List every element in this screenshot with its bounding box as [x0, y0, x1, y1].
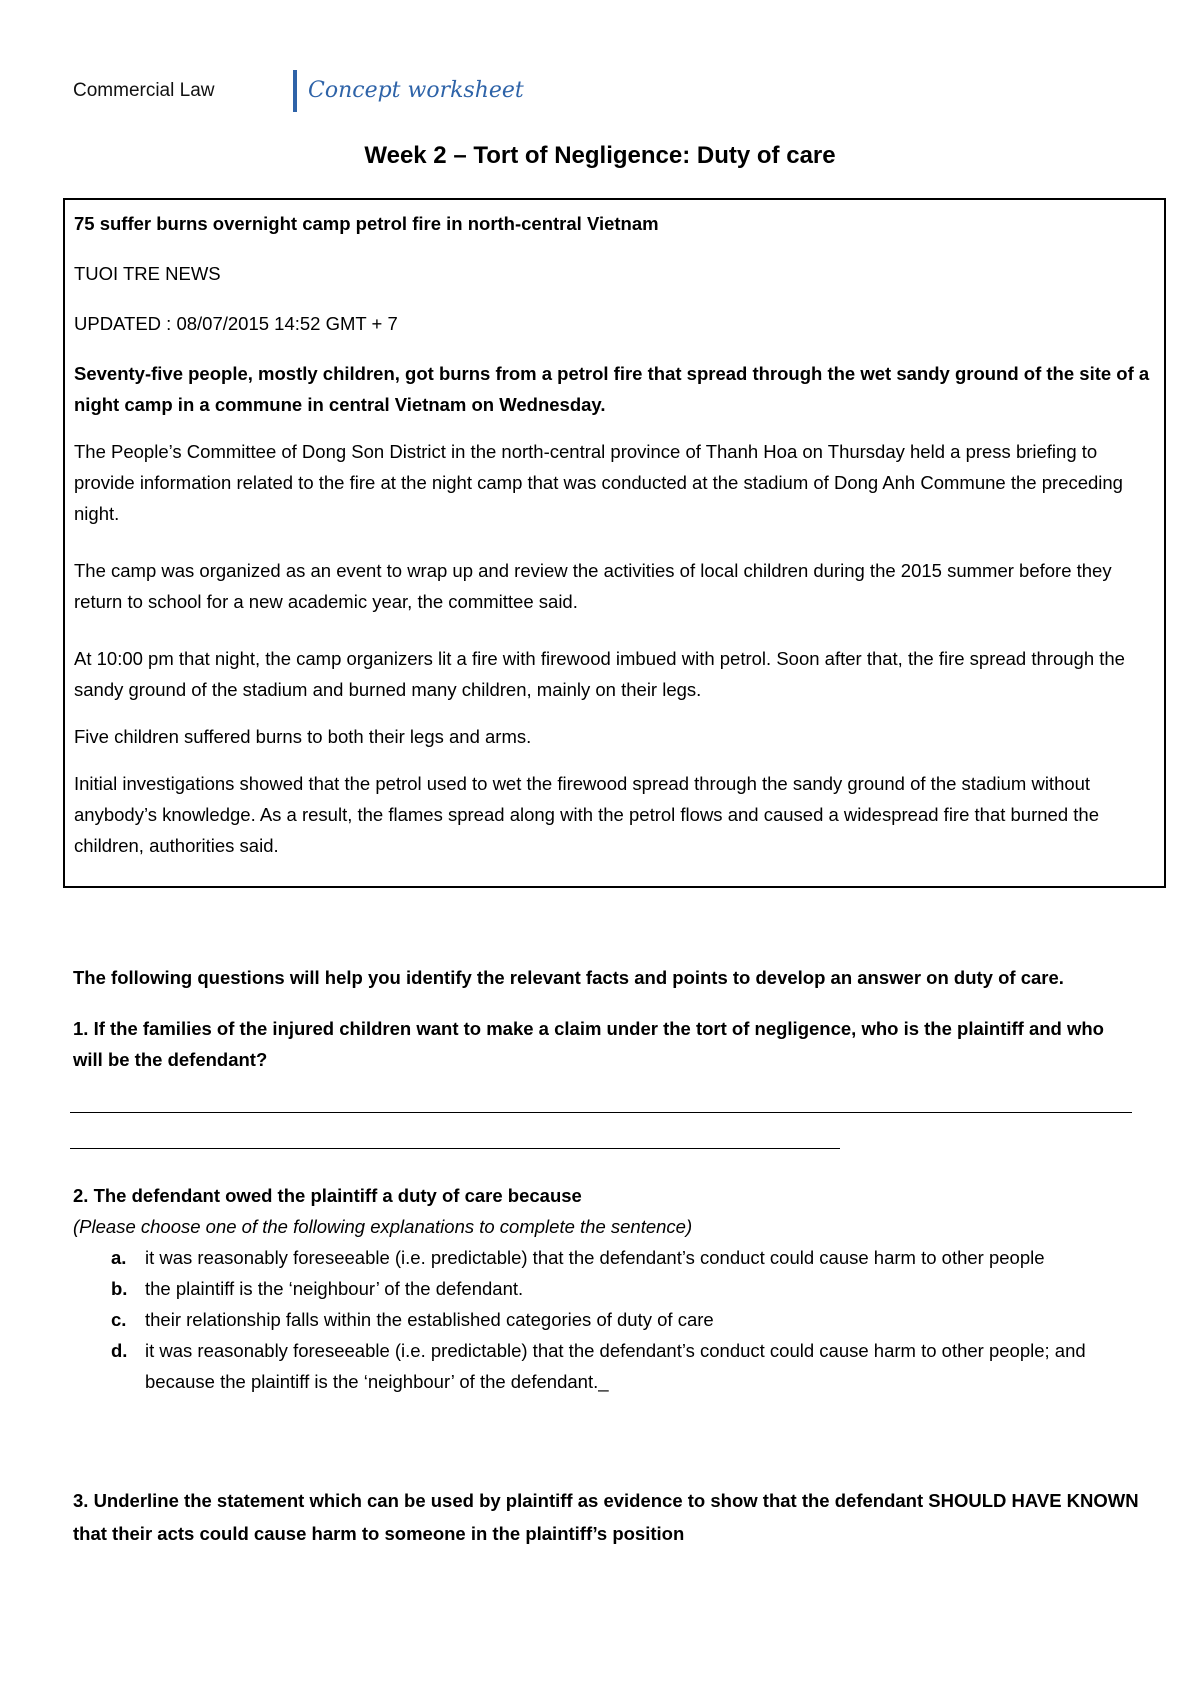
worksheet-type: Concept worksheet [308, 78, 524, 103]
article-paragraph: Five children suffered burns to both their legs and arms. [74, 726, 532, 747]
question-2-stem: 2. The defendant owed the plaintiff a duty of care because [73, 1185, 582, 1206]
option-text: their relationship falls within the established categories of duty of care [145, 1309, 714, 1330]
news-article-box [63, 198, 1166, 888]
article-source: TUOI TRE NEWS [74, 263, 221, 284]
article-updated: UPDATED : 08/07/2015 14:52 GMT + 7 [74, 313, 398, 334]
article-paragraph: The camp was organized as an event to wrap up and review the activities of local children during the 2015 summer before they return to school for a new academic year, the committee said. [74, 560, 1112, 612]
article-paragraph: Initial investigations showed that the petrol used to wet the firewood spread through the sandy ground of the stadium without anybody’s knowledge. As a result, the flames spread along with the petrol flows and caused a widespread fire that burned the children, authorities said. [74, 773, 1099, 856]
article-paragraph: At 10:00 pm that night, the camp organizers lit a fire with firewood imbued with petrol. Soon after that, the fire spread through the sandy ground of the stadium and burned many children, mainly on their legs. [74, 648, 1125, 700]
option-a[interactable] [73, 1242, 1153, 1273]
question-2-instruction: (Please choose one of the following explanations to complete the sentence) [73, 1216, 693, 1237]
question-2-options [73, 1242, 1153, 1397]
option-text: the plaintiff is the ‘neighbour’ of the defendant. [145, 1278, 524, 1299]
article-lead: Seventy-five people, mostly children, got burns from a petrol fire that spread through the wet sandy ground of the site of a night camp in a commune in central Vietnam on Wednesday. [74, 363, 1150, 415]
question-3: 3. Underline the statement which can be used by plaintiff as evidence to show that the defendant SHOULD HAVE KNOWN that their acts could cause harm to someone in the plaintiff’s position [73, 1490, 1139, 1544]
option-marker: a. [111, 1247, 127, 1268]
header-divider-bar [293, 70, 297, 112]
option-marker: c. [111, 1309, 127, 1330]
option-text: it was reasonably foreseeable (i.e. predictable) that the defendant’s conduct could cause harm to other people [145, 1247, 1045, 1268]
article-paragraph: The People’s Committee of Dong Son District in the north-central province of Thanh Hoa on Thursday held a press briefing to provide information related to the fire at the night camp that was conducted at the stadium of Dong Anh Commune the preceding night. [74, 441, 1123, 524]
option-marker: b. [111, 1278, 128, 1299]
questions-intro: The following questions will help you identify the relevant facts and points to develop an answer on duty of care. [73, 967, 1064, 988]
answer-line[interactable] [70, 1112, 1132, 1113]
answer-line[interactable] [70, 1148, 840, 1149]
option-d[interactable] [73, 1335, 1153, 1397]
course-name: Commercial Law [73, 80, 215, 101]
question-1: 1. If the families of the injured children want to make a claim under the tort of negligence, who is the plaintiff and who will be the defendant? [73, 1018, 1104, 1070]
page-title: Week 2 – Tort of Negligence: Duty of care [364, 142, 836, 169]
option-marker: d. [111, 1340, 128, 1361]
question-2 [73, 1180, 1153, 1397]
article-headline: 75 suffer burns overnight camp petrol fire in north-central Vietnam [74, 213, 659, 234]
option-text: it was reasonably foreseeable (i.e. predictable) that the defendant’s conduct could cause harm to other people; and because the plaintiff is the ‘neighbour’ of the defendant._ [145, 1340, 1086, 1392]
option-b[interactable] [73, 1273, 1153, 1304]
option-c[interactable] [73, 1304, 1153, 1335]
